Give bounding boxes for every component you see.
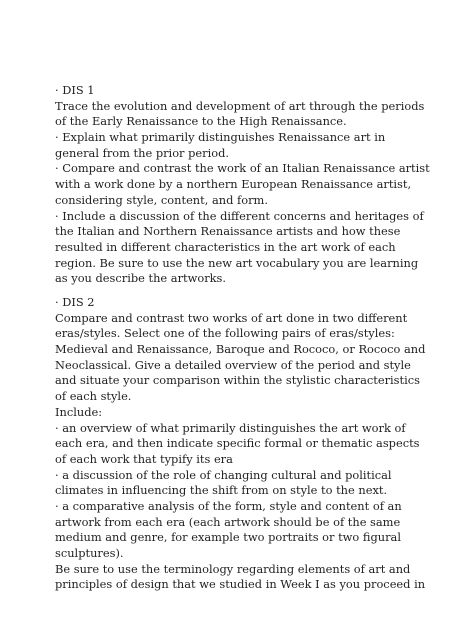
- text-line: Medieval and Renaissance, Baroque and Rococo, or Rococo and: [55, 342, 426, 357]
- dis-1-heading: · DIS 1: [55, 83, 95, 97]
- text-line: climates in influencing the shift from on style to the next.: [55, 483, 388, 498]
- text-line: artwork from each era (each artwork should be of the same: [55, 514, 401, 529]
- text-line: sculptures).: [55, 546, 124, 560]
- text-line: of each work that typify its era: [55, 451, 233, 466]
- text-line: general from the prior period.: [55, 145, 230, 160]
- text-line: Neoclassical. Give a detailed overview of the period and style: [55, 357, 411, 372]
- text-line: considering style, content, and form.: [55, 192, 268, 207]
- text-line: Trace the evolution and development of art through the periods: [55, 98, 425, 113]
- text-line: · Explain what primarily distinguishes Renaissance art in: [55, 130, 386, 145]
- text-line: region. Be sure to use the new art vocabulary you are learning: [55, 255, 419, 270]
- include-label: Include:: [55, 404, 103, 419]
- dis-2-section: [55, 295, 453, 593]
- text-line: with a work done by a northern European Renaissance artist,: [55, 177, 412, 192]
- text-line: Compare and contrast two works of art done in two different: [55, 310, 408, 325]
- text-line: the Italian and Northern Renaissance artists and how these: [55, 224, 401, 239]
- text-line: · an overview of what primarily distinguishes the art work of: [55, 420, 406, 435]
- dis-2-heading: · DIS 2: [55, 295, 95, 309]
- text-line: · a comparative analysis of the form, style and content of an: [55, 498, 402, 513]
- text-line: principles of design that we studied in Week I as you proceed in: [55, 577, 426, 592]
- text-line: · Compare and contrast the work of an Italian Renaissance artist: [55, 161, 430, 176]
- text-line: of each style.: [55, 389, 132, 404]
- text-line: · a discussion of the role of changing cultural and political: [55, 467, 392, 482]
- text-line: · Include a discussion of the different concerns and heritages of: [55, 208, 424, 223]
- text-line: each era, and then indicate specific formal or thematic aspects: [55, 436, 420, 451]
- text-line: medium and genre, for example two portraits or two figural: [55, 530, 401, 545]
- text-line: eras/styles. Select one of the following pairs of eras/styles:: [55, 326, 395, 341]
- text-line: and situate your comparison within the stylistic characteristics: [55, 373, 420, 388]
- dis-1-section: [55, 83, 453, 287]
- text-line: as you describe the artworks.: [55, 271, 227, 286]
- text-line: of the Early Renaissance to the High Renaissance.: [55, 114, 347, 129]
- text-line: Be sure to use the terminology regarding elements of art and: [55, 561, 411, 576]
- text-line: resulted in different characteristics in the art work of each: [55, 239, 396, 254]
